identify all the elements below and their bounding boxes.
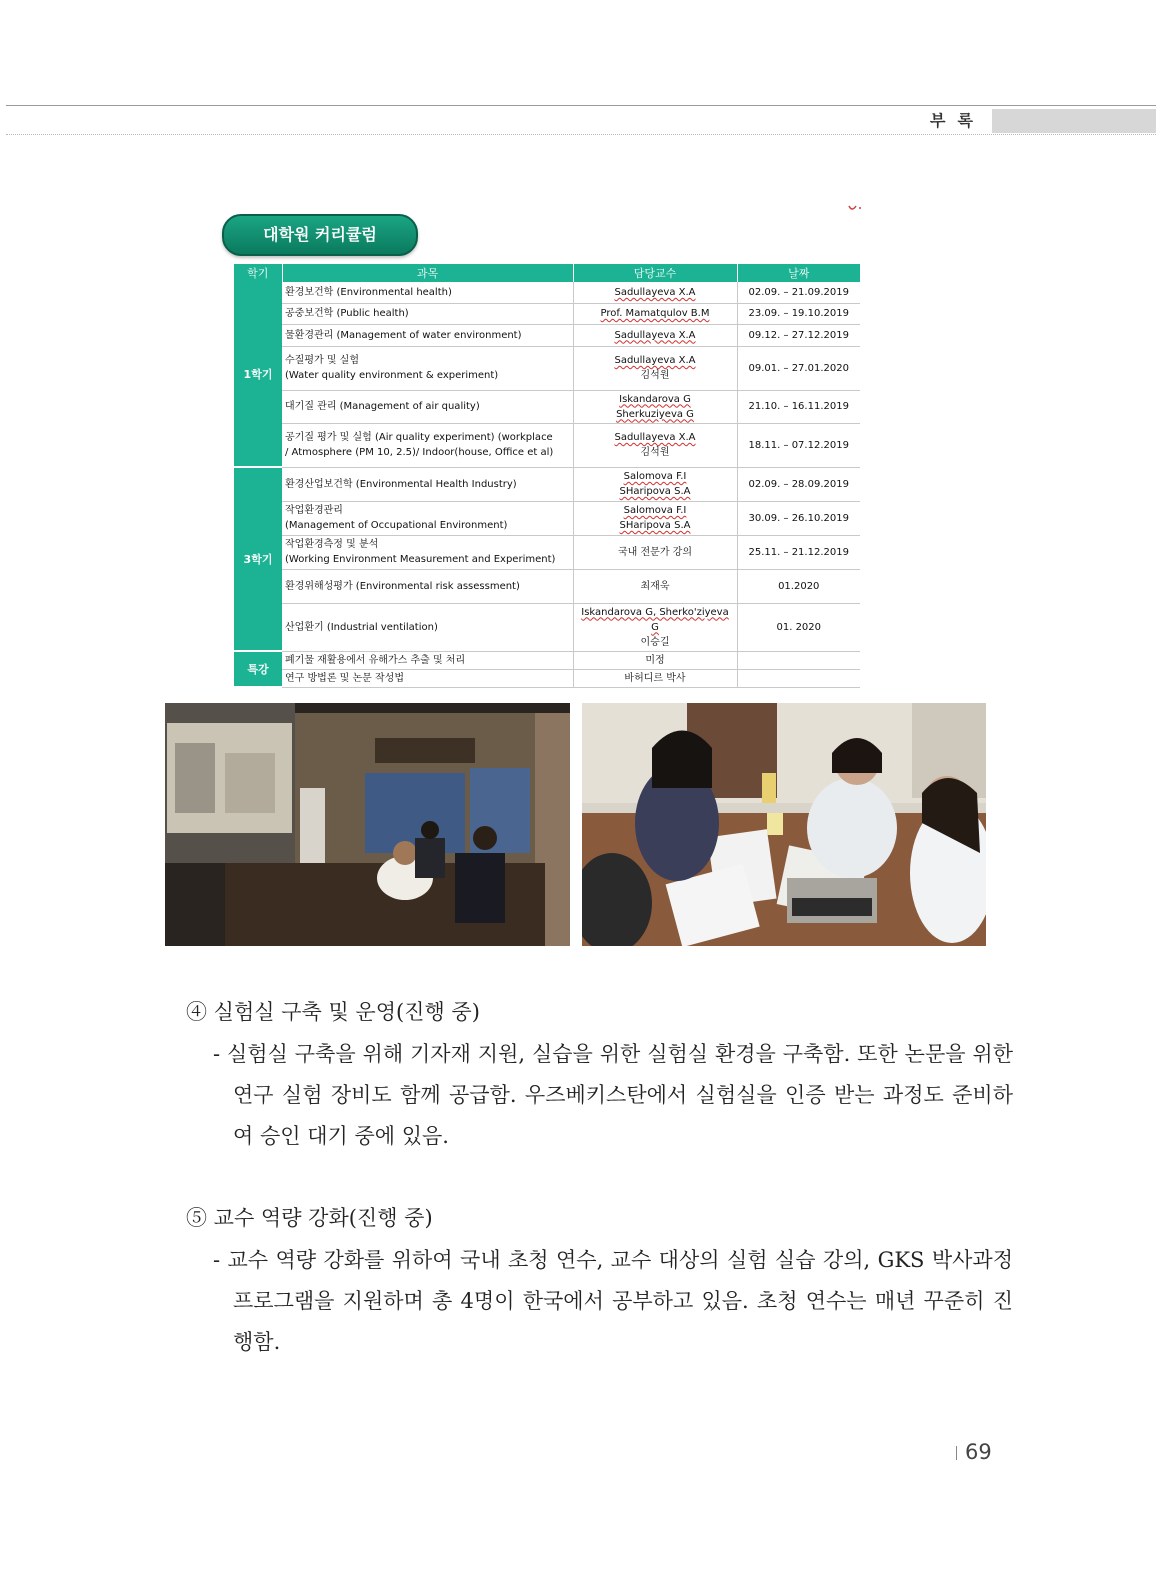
professor-cell: Salomova F.I SHaripova S.A [573, 501, 737, 535]
professor-cell: Iskandarova G, Sherko'ziyeva G 이승길 [573, 603, 737, 651]
table-row [234, 423, 860, 467]
date-cell [737, 651, 860, 669]
item-5-body: - 교수 역량 강화를 위하여 국내 초청 연수, 교수 대상의 실험 실습 강의, GKS 박사과정 프로그램을 지원하며 총 4명이 한국에서 공부하고 있음. 초청 연수는 매년 꾸준히 진행함. [213, 1248, 1013, 1354]
professor-cell: Sadullayeva X.A [573, 282, 737, 303]
video-conference-photo [165, 703, 570, 946]
date-cell: 09.12. – 27.12.2019 [737, 324, 860, 346]
date-cell: 21.10. – 16.11.2019 [737, 390, 860, 423]
date-cell: 18.11. – 07.12.2019 [737, 423, 860, 467]
red-mark-icon [848, 204, 862, 212]
table-row [234, 303, 860, 324]
header-professor: 담당교수 [573, 264, 737, 282]
table-row [234, 651, 860, 669]
table-row [234, 569, 860, 603]
banner-title: 대학원 커리큘럼 [222, 214, 418, 256]
semester-cell: 특강 [234, 651, 282, 687]
date-cell: 01.2020 [737, 569, 860, 603]
table-row [234, 346, 860, 390]
professor-cell: 국내 전문가 강의 [573, 535, 737, 569]
date-cell: 09.01. – 27.01.2020 [737, 346, 860, 390]
course-cell: 공중보건학 (Public health) [282, 303, 573, 324]
table-row [234, 282, 860, 303]
header-semester: 학기 [234, 264, 282, 282]
header-course: 과목 [282, 264, 573, 282]
table-row [234, 603, 860, 651]
header-rule [6, 105, 1156, 106]
item-5-title: ⑤ 교수 역량 강화(진행 중) [186, 1206, 433, 1230]
professor-cell: 바허디르 박사 [573, 669, 737, 687]
curriculum-banner [222, 214, 522, 254]
table-row [234, 535, 860, 569]
header-dotted-rule [6, 134, 1156, 135]
table-row [234, 669, 860, 687]
page-number-value: 69 [965, 1440, 992, 1464]
page-number-divider [956, 1446, 957, 1460]
date-cell: 02.09. – 21.09.2019 [737, 282, 860, 303]
professor-cell: Sadullayeva X.A 김석원 [573, 346, 737, 390]
professor-cell: 최재욱 [573, 569, 737, 603]
course-cell: 폐기물 재활용에서 유해가스 추출 및 처리 [282, 651, 573, 669]
item-4-title: ④ 실험실 구축 및 운영(진행 중) [186, 1000, 480, 1024]
date-cell: 25.11. – 21.12.2019 [737, 535, 860, 569]
page-number [956, 1440, 992, 1464]
date-cell: 02.09. – 28.09.2019 [737, 467, 860, 501]
status-label: ongoing [427, 226, 497, 244]
header-date: 날짜 [737, 264, 860, 282]
course-cell: 연구 방법론 및 논문 작성법 [282, 669, 573, 687]
semester-cell: 3학기 [234, 467, 282, 651]
curriculum-table [234, 264, 860, 688]
date-cell: 01. 2020 [737, 603, 860, 651]
item-4-body: - 실험실 구축을 위해 기자재 지원, 실습을 위한 실험실 환경을 구축함. 또한 논문을 위한 연구 실험 장비도 함께 공급함. 우즈베키스탄에서 실험실을 인증 받는 과정도 준비하여 승인 대기 중에 있음. [213, 1042, 1013, 1148]
group-study-photo [582, 703, 986, 946]
course-cell: 작업환경관리 (Management of Occupational Environment) [282, 501, 573, 535]
semester-cell: 1학기 [234, 282, 282, 467]
table-row [234, 501, 860, 535]
course-cell: 작업환경측정 및 분석 (Working Environment Measurement and Experiment) [282, 535, 573, 569]
section-bar [992, 109, 1156, 133]
course-cell: 산업환기 (Industrial ventilation) [282, 603, 573, 651]
professor-cell: Salomova F.I SHaripova S.A [573, 467, 737, 501]
course-cell: 대기질 관리 (Management of air quality) [282, 390, 573, 423]
course-cell: 공기질 평가 및 실험 (Air quality experiment) (workplace / Atmosphere (PM 10, 2.5)/ Indoor(house, Office et al) [282, 423, 573, 467]
table-row [234, 390, 860, 423]
date-cell [737, 669, 860, 687]
course-cell: 환경산업보건학 (Environmental Health Industry) [282, 467, 573, 501]
professor-cell: Prof. Mamatqulov B.M [573, 303, 737, 324]
date-cell: 30.09. – 26.10.2019 [737, 501, 860, 535]
professor-cell: 미정 [573, 651, 737, 669]
professor-cell: Sadullayeva X.A [573, 324, 737, 346]
professor-cell: Iskandarova G Sherkuziyeva G [573, 390, 737, 423]
table-header-row [234, 264, 860, 282]
course-cell: 환경보건학 (Environmental health) [282, 282, 573, 303]
professor-cell: Sadullayeva X.A 김석원 [573, 423, 737, 467]
table-row [234, 324, 860, 346]
course-cell: 수질평가 및 실험 (Water quality environment & experiment) [282, 346, 573, 390]
section-label: 부록 [930, 111, 985, 130]
course-cell: 물환경관리 (Management of water environment) [282, 324, 573, 346]
course-cell: 환경위해성평가 (Environmental risk assessment) [282, 569, 573, 603]
date-cell: 23.09. – 19.10.2019 [737, 303, 860, 324]
table-row [234, 467, 860, 501]
